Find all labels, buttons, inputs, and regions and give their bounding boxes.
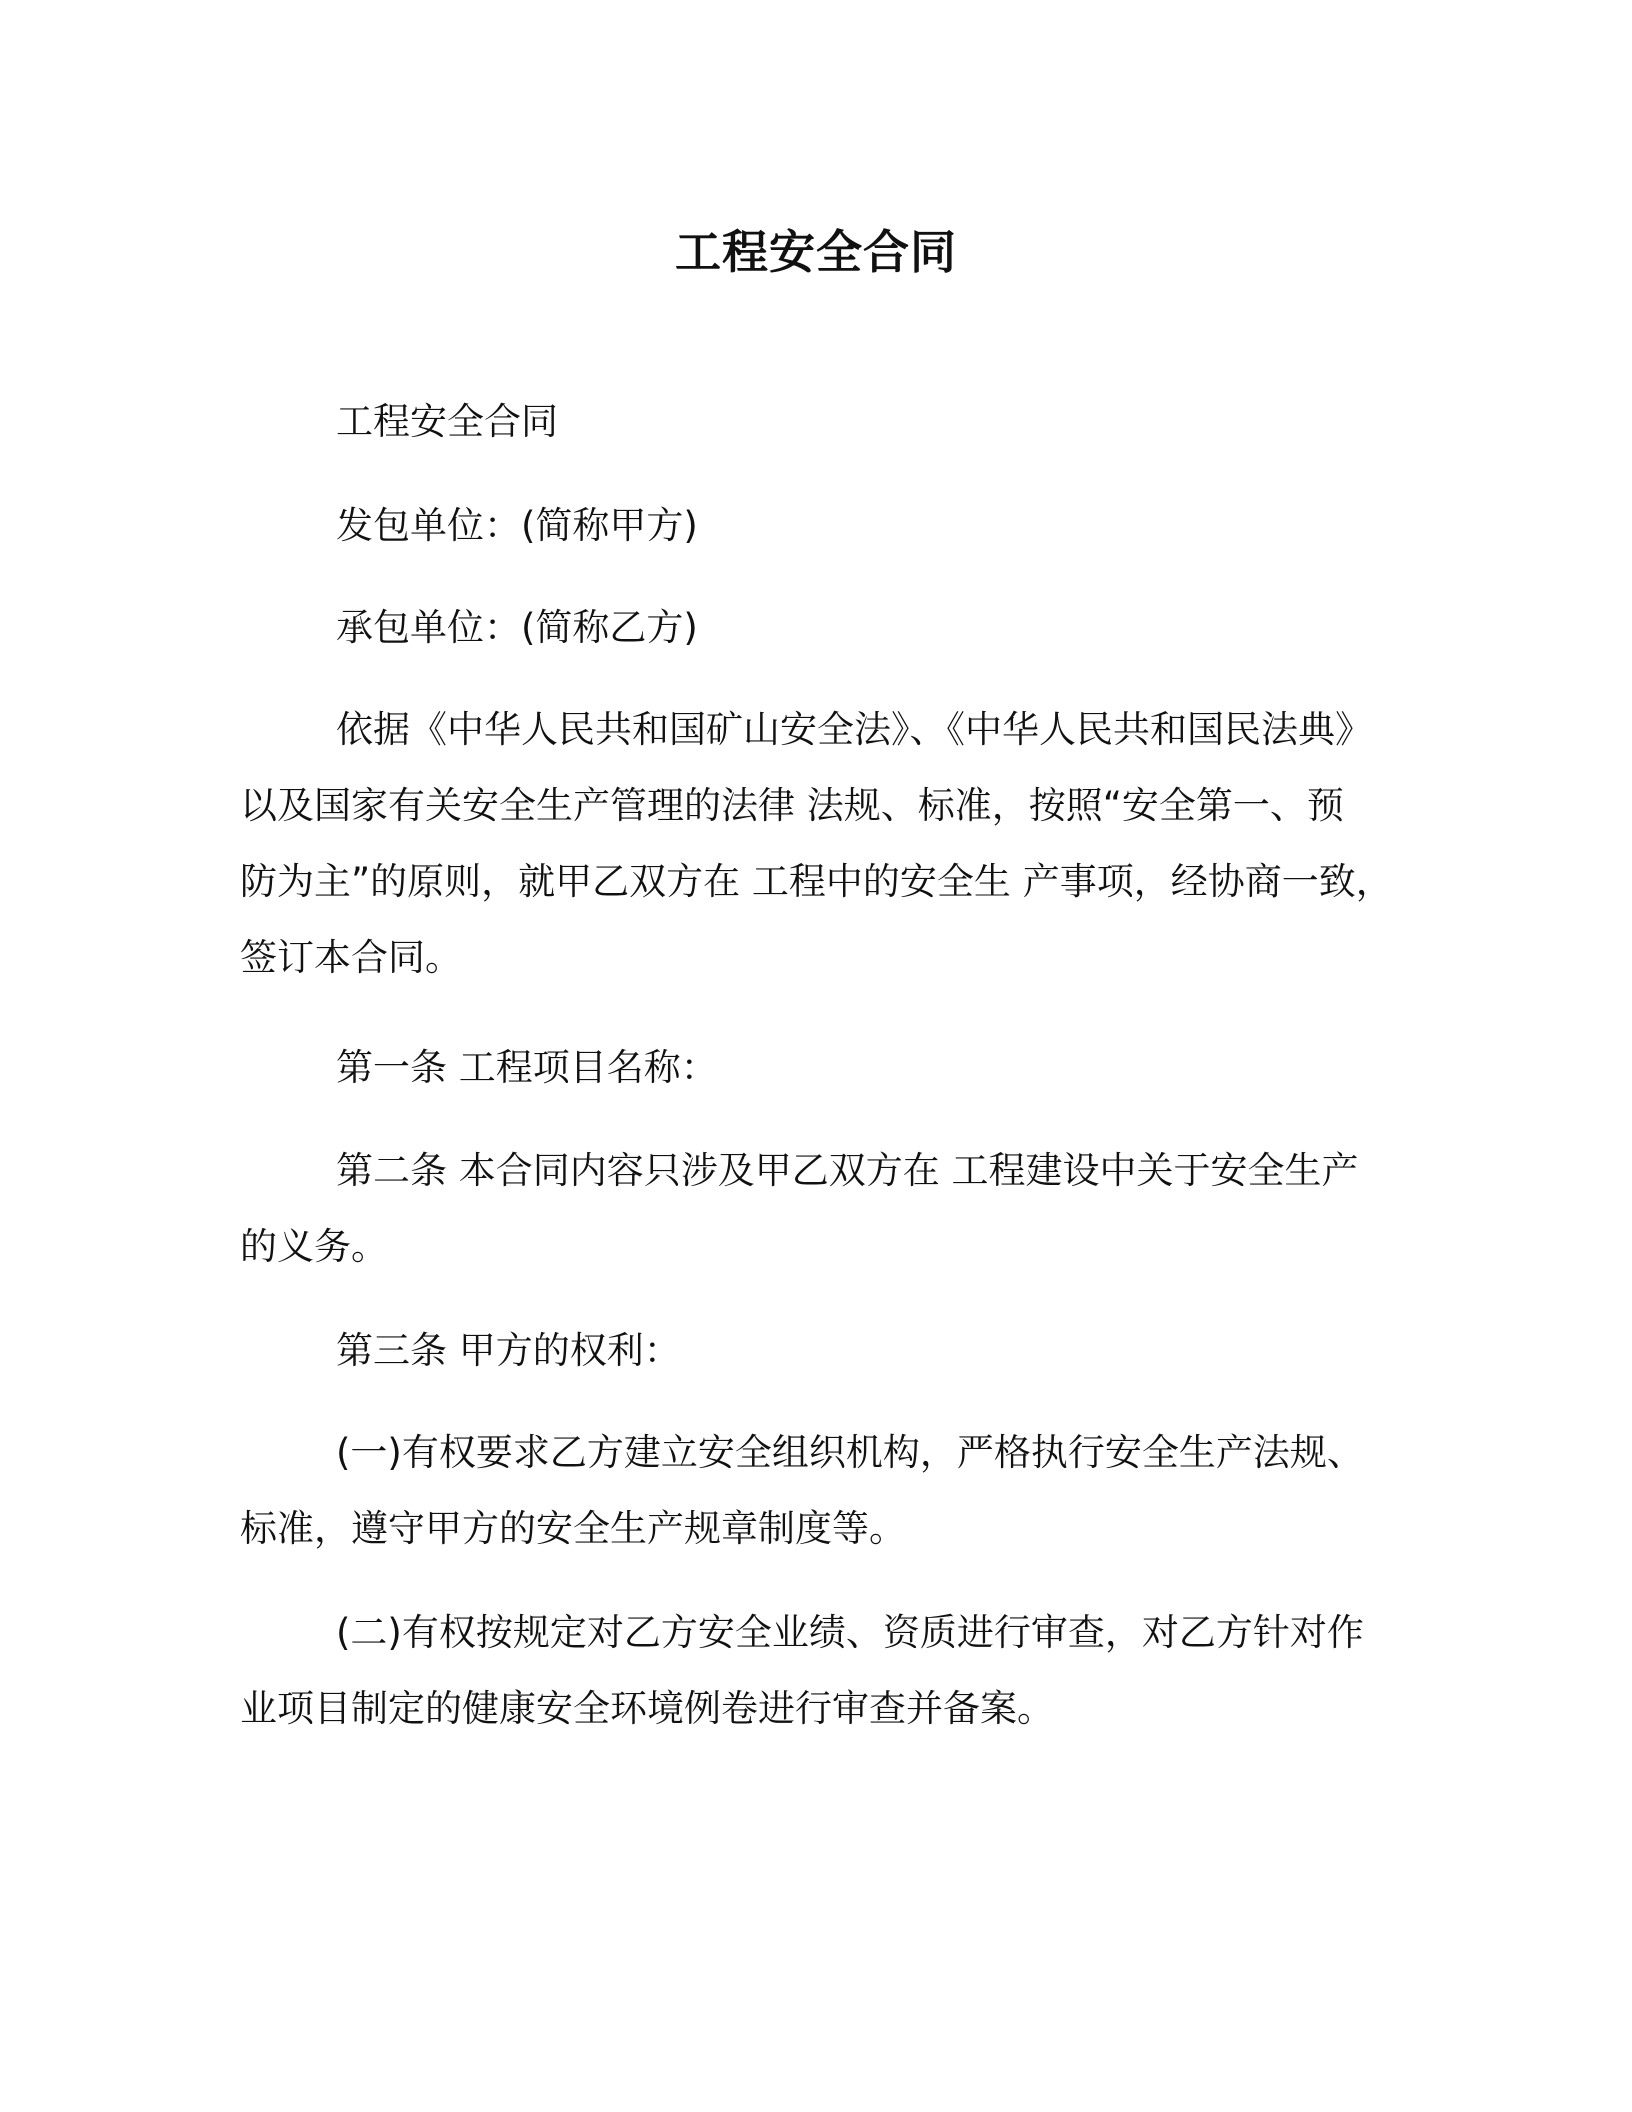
article-3-paragraph: 第三条 甲方的权利：: [336, 1329, 681, 1372]
clause-1-paragraph: (一)有权要求乙方建立安全组织机构，严格执行安全生产法规、 标准，遵守甲方的安全生产规章制度等。: [240, 1431, 1364, 1550]
preamble-paragraph: 依据《中华人民共和国矿山安全法》、《中华人民共和国民法典》 以及国家有关安全生产管理的法律 法规、标准，按照“安全第一、预 防为主”的原则，就甲乙双方在 工程中的安全生 产事项，经协商一致， 签订本合同。: [240, 708, 1393, 979]
contractor-paragraph: 承包单位：(简称乙方): [336, 606, 698, 649]
article-2-paragraph: 第二条 本合同内容只涉及甲乙双方在 工程建设中关于安全生产 的义务。: [240, 1149, 1359, 1268]
document-title: 工程安全合同: [675, 225, 957, 279]
subtitle-paragraph: 工程安全合同: [336, 400, 558, 443]
clause-2-paragraph: (二)有权按规定对乙方安全业绩、资质进行审查，对乙方针对作 业项目制定的健康安全环境例卷进行审查并备案。: [240, 1611, 1364, 1730]
employer-paragraph: 发包单位：(简称甲方): [336, 504, 698, 547]
article-1-paragraph: 第一条 工程项目名称：: [336, 1046, 718, 1089]
